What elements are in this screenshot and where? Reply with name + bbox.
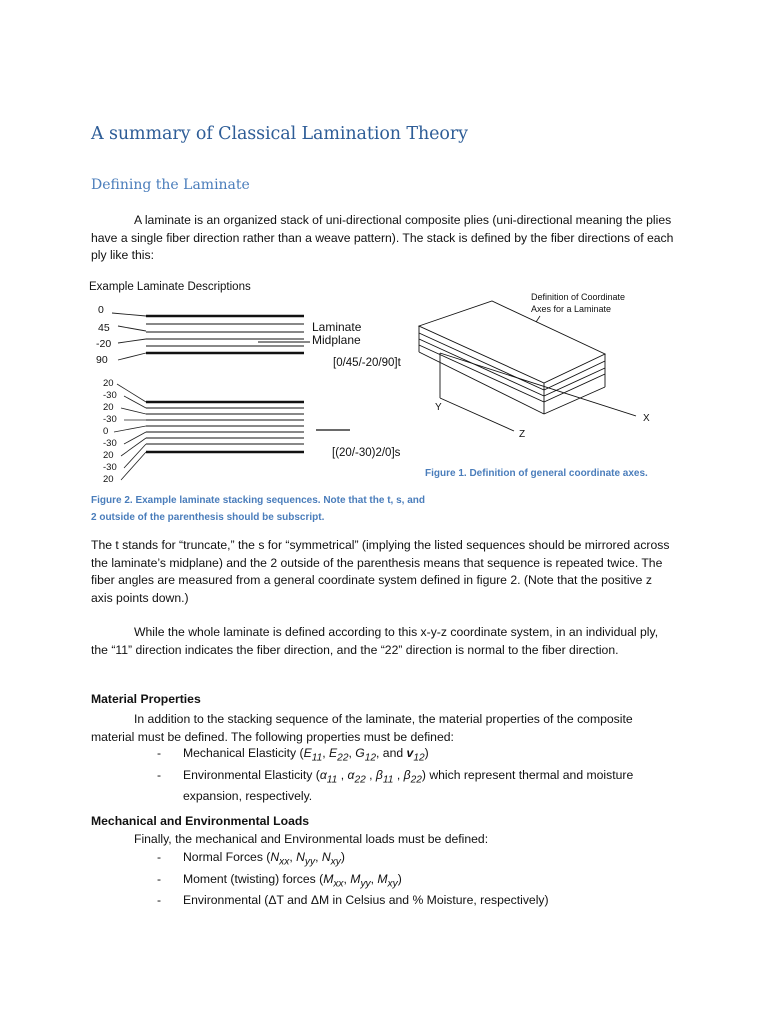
axis-z-label: Z — [519, 429, 526, 440]
seq1-angle: -20 — [96, 338, 112, 350]
midplane-label-1: Laminate — [312, 320, 362, 334]
bullet-dash: - — [157, 746, 162, 760]
paragraph-t-s-explanation: The t stands for “truncate,” the s for “symmetrical” (implying the listed sequences should be mirrored across the laminate’s midplane) and the 2 outside of the parenthesis means that sequence is repeated twice. The fiber angles are measured from a general coordinate system defined in figure 2. (Note that the positive z axis points down.) — [91, 538, 670, 605]
figure-1-caption: Figure 1. Definition of general coordinate axes. — [425, 468, 648, 479]
section-heading: Defining the Laminate — [91, 177, 250, 193]
seq1-plies — [146, 316, 304, 353]
paragraph-coordinate-system: While the whole laminate is defined according to this x-y-z coordinate system, in an individual ply, the “11” direction indicates the fiber direction, and the “22” direction is normal to the fiber direction. — [91, 625, 659, 657]
loads-heading: Mechanical and Environmental Loads — [91, 814, 310, 828]
material-properties-text: In addition to the stacking sequence of the laminate, the material properties of the composite material must be defined. The following properties must be defined: — [91, 712, 633, 744]
midplane-label-2: Midplane — [312, 333, 361, 347]
seq2-angle: -30 — [103, 390, 117, 401]
bullet-dash: - — [157, 893, 162, 908]
figure-2-title: Example Laminate Descriptions — [89, 281, 251, 293]
list-item-environmental-elasticity: - Environmental Elasticity ($\alpha_{11}$ , $\alpha_{22}$ , $\beta_{11}$ , $\beta_{22}$) which represent thermal and moisture expansion, respectively. — [157, 767, 634, 804]
loads-list — [91, 849, 681, 910]
seq2-angle: 20 — [103, 378, 114, 389]
list-item-mechanical-elasticity: - Mechanical Elasticity ($E_{11}$, $E_{22}$, $G_{12}$, and $v_{12}$) — [157, 746, 429, 764]
bullet-dash: - — [157, 850, 162, 864]
material-properties-heading: Material Properties — [91, 692, 201, 706]
figure-1-coordinate-axes — [414, 286, 684, 466]
figure-2-stacking-sequences — [88, 276, 418, 488]
seq2-plies — [146, 402, 304, 452]
list-item-moment-forces: - Moment (twisting) forces ($M_{xx}$, $M_{yy}$, $M_{xy}$) — [157, 871, 402, 890]
seq2-angle: -30 — [103, 462, 117, 473]
seq1-angle: 45 — [98, 322, 110, 334]
seq1-angle: 90 — [96, 354, 108, 366]
seq2-angle: 20 — [103, 402, 114, 413]
figure-1-label-1: Definition of Coordinate — [531, 292, 626, 302]
figure-2-caption: Figure 2. Example laminate stacking sequences. Note that the t, s, and 2 outside of the parenthesis should be subscript. — [91, 495, 425, 523]
seq1-leader-lines — [112, 313, 146, 360]
figure-1-label-2: Axes for a Laminate — [531, 304, 612, 314]
list-item-normal-forces: - Normal Forces ($N_{xx}$, $N_{yy}$, $N_{xy}$) — [157, 850, 345, 868]
axis-y-label: Y — [435, 402, 442, 413]
seq2-angle: -30 — [103, 438, 117, 449]
seq2-angle: 0 — [103, 426, 109, 437]
seq2-angle: 20 — [103, 474, 114, 485]
bullet-dash: - — [157, 767, 162, 782]
bullet-dash: - — [157, 871, 162, 886]
seq2-leader-lines — [114, 384, 146, 480]
material-properties-list — [91, 745, 681, 806]
document-title: A summary of Classical Lamination Theory — [91, 124, 468, 144]
axis-x-label: X — [643, 413, 650, 424]
seq1-angle: 0 — [98, 304, 104, 316]
seq1-notation: [0/45/-20/90]t — [333, 357, 401, 369]
intro-paragraph: A laminate is an organized stack of uni-directional composite plies (uni-directional meaning the plies have a single fiber direction rather than a weave pattern). The stack is defined by the fiber directions of each ply like this: — [91, 213, 674, 262]
list-item-environmental-loads: - Environmental (ΔT and ΔM in Celsius and % Moisture, respectively) — [91, 892, 681, 909]
loads-text: Finally, the mechanical and Environmental loads must be defined: — [134, 832, 489, 846]
seq2-notation: [(20/-30)2/0]s — [332, 447, 401, 459]
seq2-angle: -30 — [103, 414, 117, 425]
seq2-angle: 20 — [103, 450, 114, 461]
